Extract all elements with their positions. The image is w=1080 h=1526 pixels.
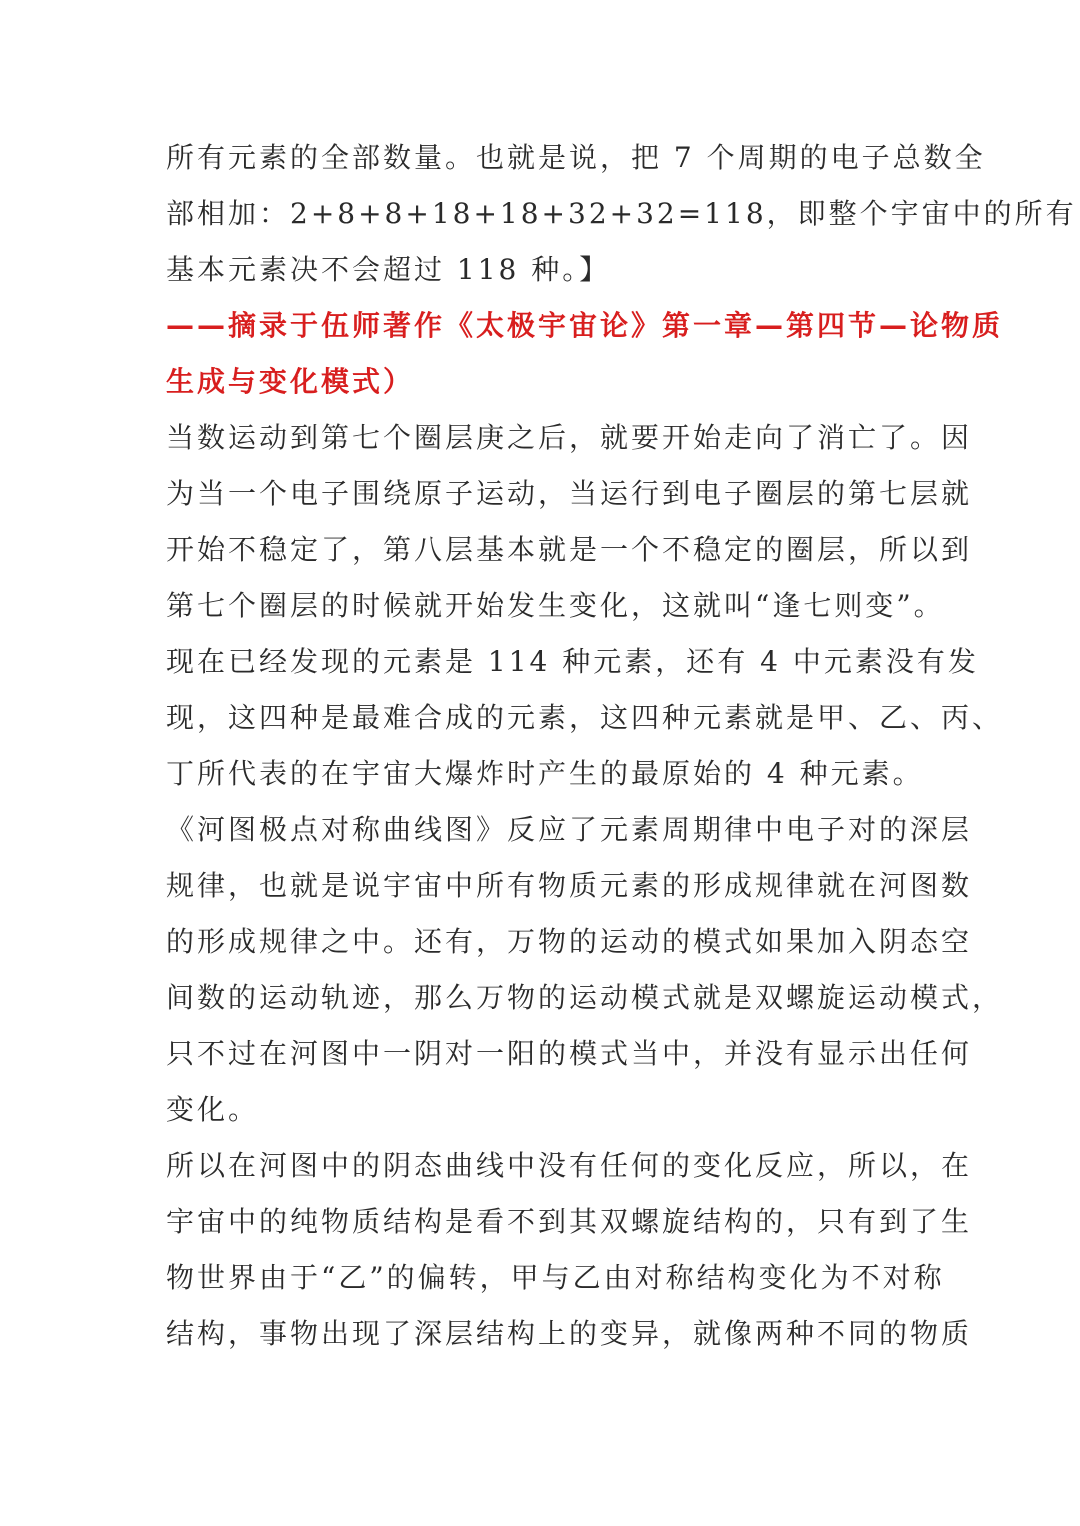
citation-line: ——摘录于伍师著作《太极宇宙论》第一章—第四节—论物质 [166,309,1004,342]
text-line: 变化。 [166,1093,260,1126]
text-line: 现在已经发现的元素是 114 种元素，还有 4 中元素没有发 [166,645,979,678]
text-line: 只不过在河图中一阴对一阳的模式当中，并没有显示出任何 [166,1037,973,1070]
text-line: 结构，事物出现了深层结构上的变异，就像两种不同的物质 [166,1317,973,1350]
text-line: 所以在河图中的阴态曲线中没有任何的变化反应，所以，在 [166,1149,973,1182]
text-line: 第七个圈层的时候就开始发生变化，这就叫“逢七则变”。 [166,589,945,622]
text-line: 《河图极点对称曲线图》反应了元素周期律中电子对的深层 [166,813,973,846]
text-line: 的形成规律之中。还有，万物的运动的模式如果加入阴态空 [166,925,973,958]
text-line: 宇宙中的纯物质结构是看不到其双螺旋结构的，只有到了生 [166,1205,973,1238]
text-line: 规律，也就是说宇宙中所有物质元素的形成规律就在河图数 [166,869,973,902]
text-line: 当数运动到第七个圈层庚之后，就要开始走向了消亡了。因 [166,421,973,454]
text-line: 部相加：2+8+8+18+18+32+32=118，即整个宇宙中的所有 [166,197,1077,230]
text-line: 为当一个电子围绕原子运动，当运行到电子圈层的第七层就 [166,477,973,510]
text-line: 所有元素的全部数量。也就是说，把 7 个周期的电子总数全 [166,141,986,174]
text-line: 现，这四种是最难合成的元素，这四种元素就是甲、乙、丙、 [166,701,1004,734]
text-line: 基本元素决不会超过 118 种。】 [166,253,611,286]
citation-line: 生成与变化模式） [166,365,415,398]
text-line: 物世界由于“乙”的偏转，甲与乙由对称结构变化为不对称 [166,1261,945,1294]
document-text-block [166,130,1077,1362]
text-line: 丁所代表的在宇宙大爆炸时产生的最原始的 4 种元素。 [166,757,924,790]
text-line: 间数的运动轨迹，那么万物的运动模式就是双螺旋运动模式， [166,981,1004,1014]
text-line: 开始不稳定了，第八层基本就是一个不稳定的圈层，所以到 [166,533,973,566]
